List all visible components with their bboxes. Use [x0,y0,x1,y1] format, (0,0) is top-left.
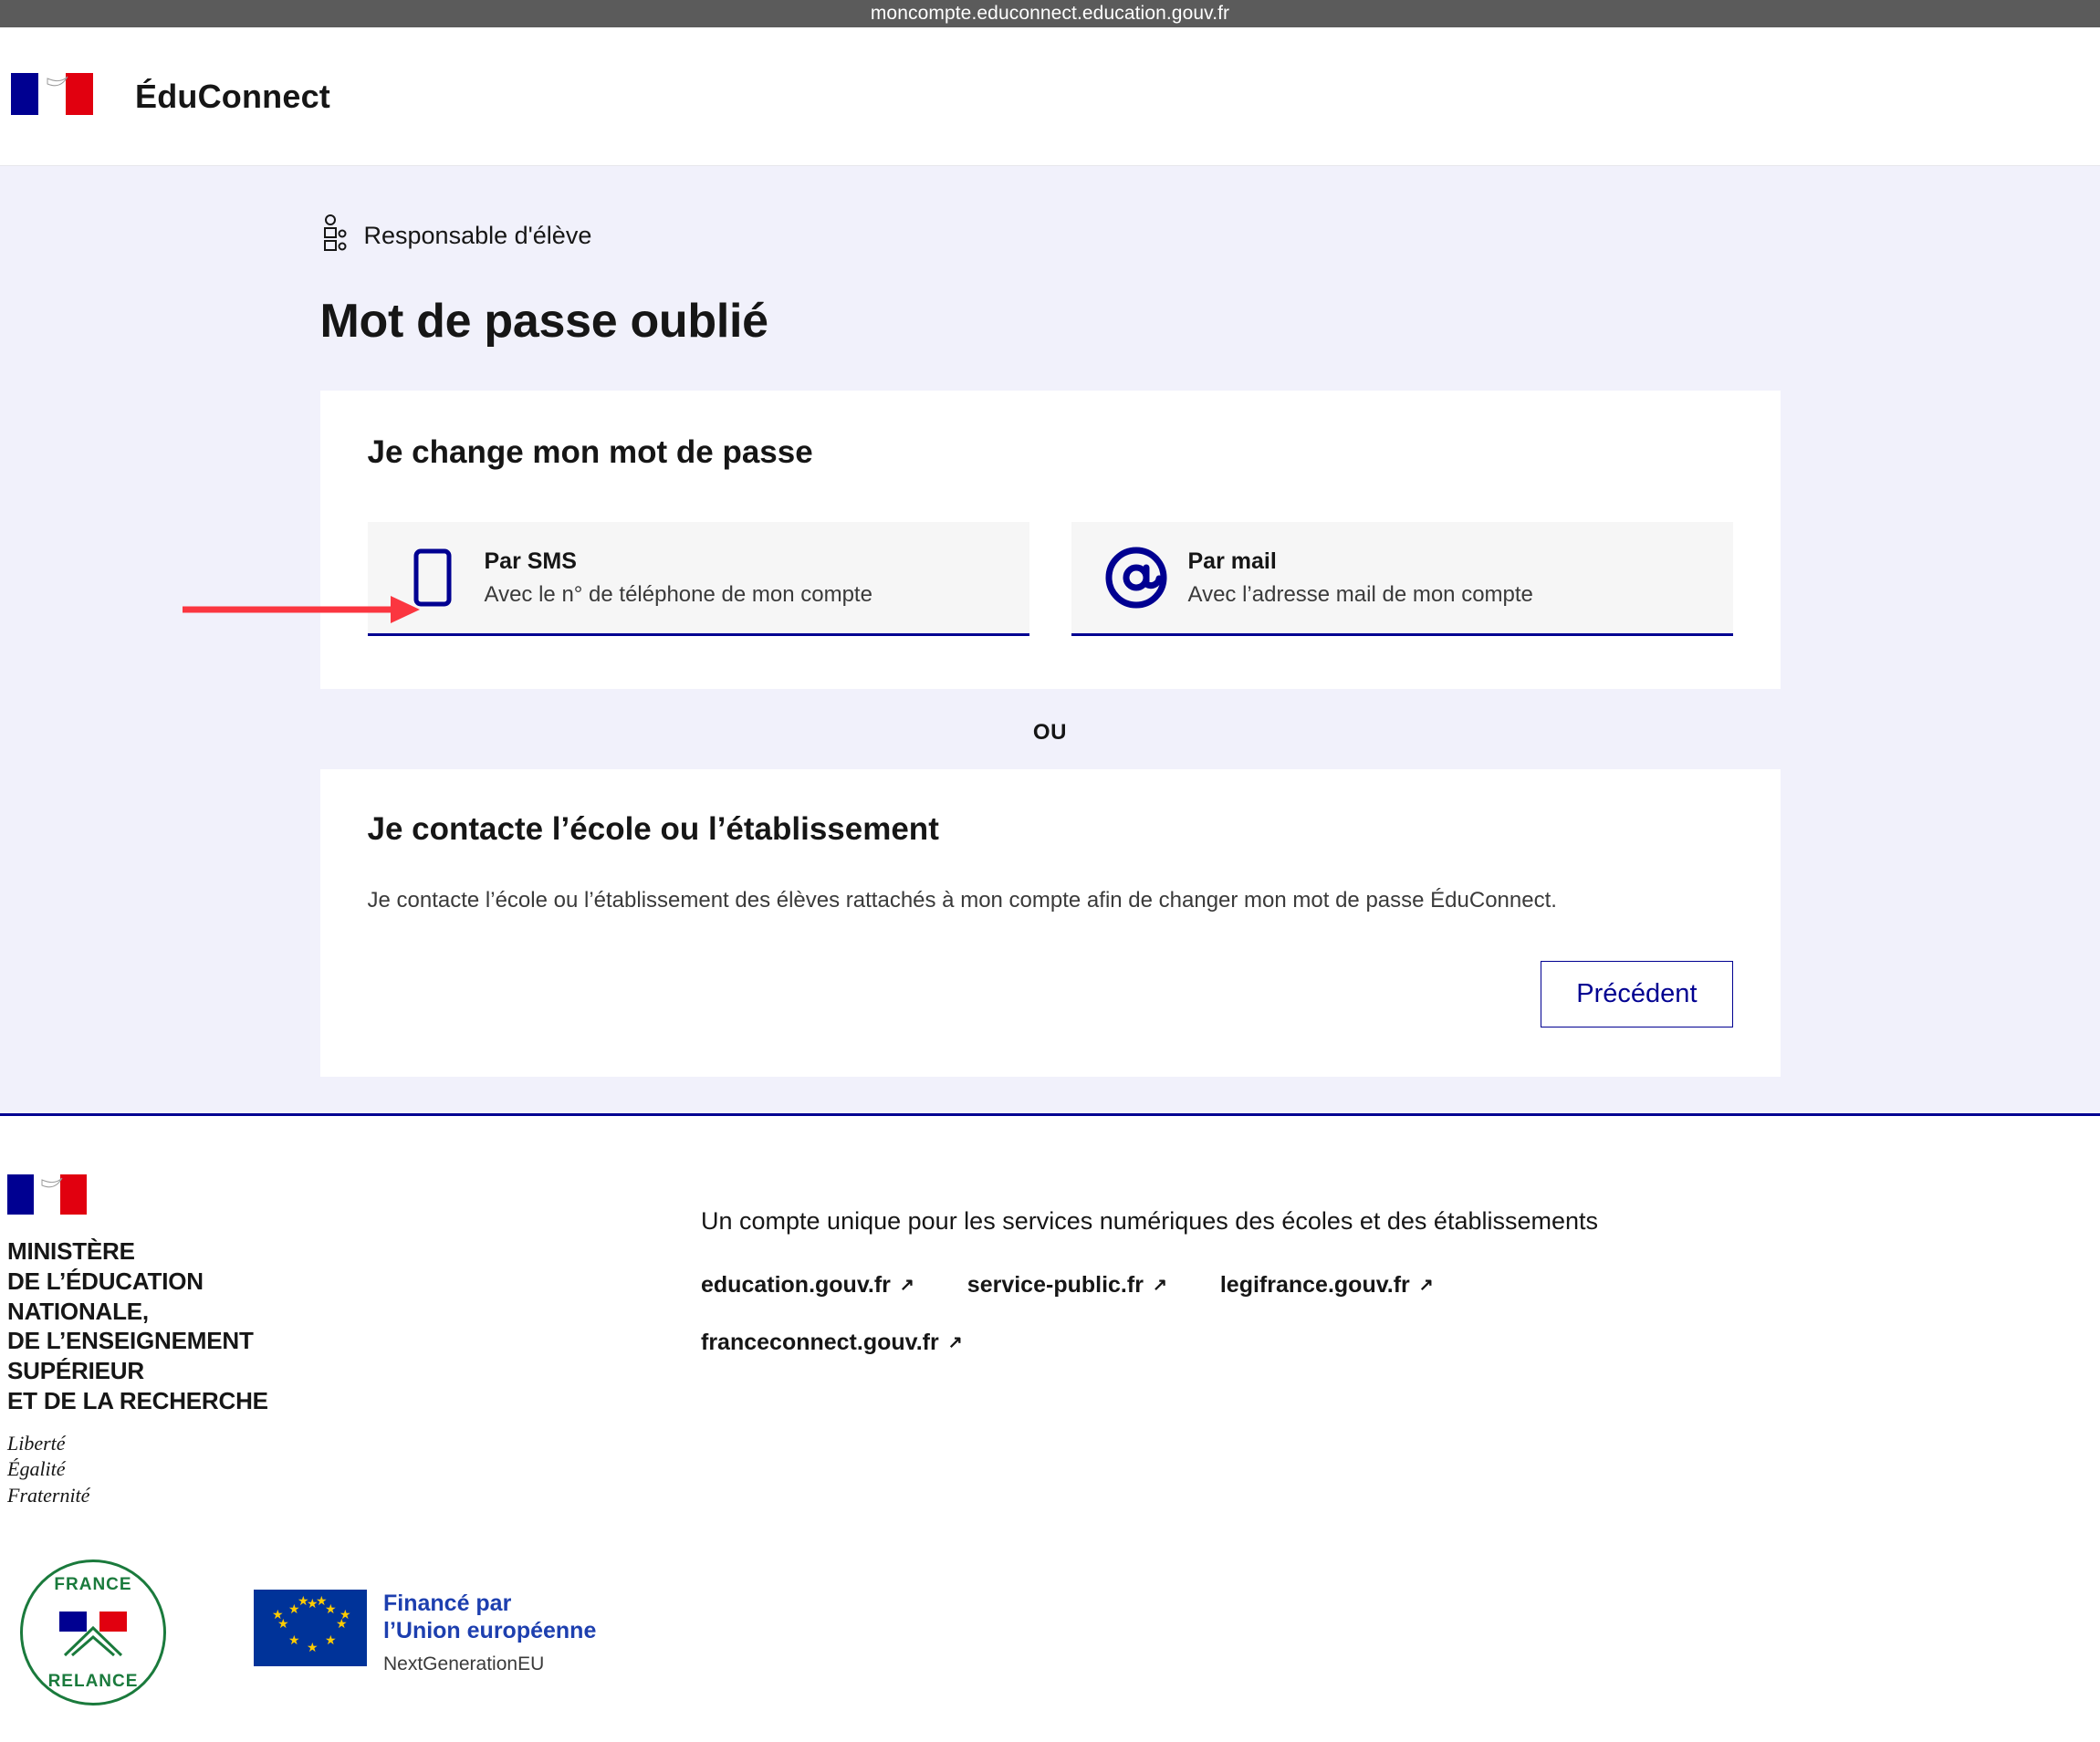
option-par-sms[interactable] [368,522,1029,636]
url-text: moncompte.educonnect.education.gouv.fr [870,3,1230,24]
eu-line-1: Financé par [383,1591,512,1617]
eu-funding-badge [254,1590,596,1675]
mobile-phone-icon [393,548,472,607]
motto-egalite: Égalité [7,1457,66,1481]
motto-liberte: Liberté [7,1431,66,1455]
change-password-heading: Je change mon mot de passe [367,434,813,470]
user-person-icon [320,214,348,257]
page-title: Mot de passe oublié [319,295,768,348]
france-relance-top: FRANCE [54,1575,132,1595]
footer-links-row-1 [701,1272,2100,1299]
contact-school-body: Je contacte l’école ou l’établissement des élèves rattachés à mon compte afin de changer mon mot de passe ÉduConnect. [367,888,1557,913]
footer-tagline: Un compte unique pour les services numériques des écoles et des établissements [701,1207,1599,1235]
previous-button[interactable]: Précédent [1541,961,1732,1027]
option-par-mail[interactable] [1071,522,1733,636]
external-link-icon: ↗︎ [947,1333,963,1352]
external-link-icon: ↗︎ [1418,1276,1434,1295]
france-relance-emblem [54,1601,132,1664]
site-footer [0,1116,2100,1742]
link-label: service-public.fr [966,1272,1144,1298]
link-franceconnect-gouv-fr[interactable] [701,1330,963,1356]
ministry-line-5: SUPÉRIEUR [7,1357,144,1384]
link-label: legifrance.gouv.fr [1219,1272,1410,1298]
motto-fraternite: Fraternité [7,1483,90,1507]
eu-line-2: l’Union européenne [383,1618,597,1644]
link-label: franceconnect.gouv.fr [701,1330,939,1355]
option-sms-subtitle: Avec le n° de téléphone de mon compte [484,581,872,607]
at-sign-mail-icon [1097,546,1175,610]
link-education-gouv-fr[interactable] [701,1272,914,1299]
ministry-line-1: MINISTÈRE [7,1237,135,1265]
separator-ou: OU [1032,720,1068,745]
option-mail-title: Par mail [1187,548,1277,574]
main-content [0,166,2100,1116]
ministry-line-3: NATIONALE, [7,1297,149,1325]
french-flag-icon [7,1171,95,1226]
link-label: education.gouv.fr [701,1272,891,1298]
european-union-flag-icon: ★ ★ ★ ★ ★ ★ ★ ★ ★ ★ ★ ★ [254,1590,367,1666]
brand-title: ÉduConnect [135,77,330,115]
change-password-card [320,391,1781,689]
france-relance-logo [20,1559,166,1705]
external-link-icon: ↗︎ [1152,1276,1167,1295]
link-service-public-fr[interactable] [967,1272,1167,1299]
contact-school-card [320,769,1781,1077]
ministry-line-2: DE L’ÉDUCATION [7,1267,204,1295]
ministry-line-6: ET DE LA RECHERCHE [7,1386,268,1414]
option-mail-subtitle: Avec l’adresse mail de mon compte [1187,581,1533,607]
browser-url-bar[interactable] [0,0,2100,27]
french-flag-icon [11,68,100,126]
external-link-icon: ↗︎ [899,1276,914,1295]
eu-subtitle: NextGenerationEU [383,1653,545,1675]
france-relance-bottom: RELANCE [47,1672,139,1692]
option-sms-title: Par SMS [484,548,577,574]
role-indicator [320,166,1781,257]
contact-school-heading: Je contacte l’école ou l’établissement [367,811,939,847]
site-header [0,27,2100,166]
ministry-line-4: DE L’ENSEIGNEMENT [7,1327,254,1355]
footer-links-row-2 [701,1330,2100,1356]
link-legifrance-gouv-fr[interactable] [1220,1272,1434,1299]
ministry-block [7,1171,701,1508]
republic-motto [7,1431,701,1509]
role-label: Responsable d'élève [363,221,592,249]
